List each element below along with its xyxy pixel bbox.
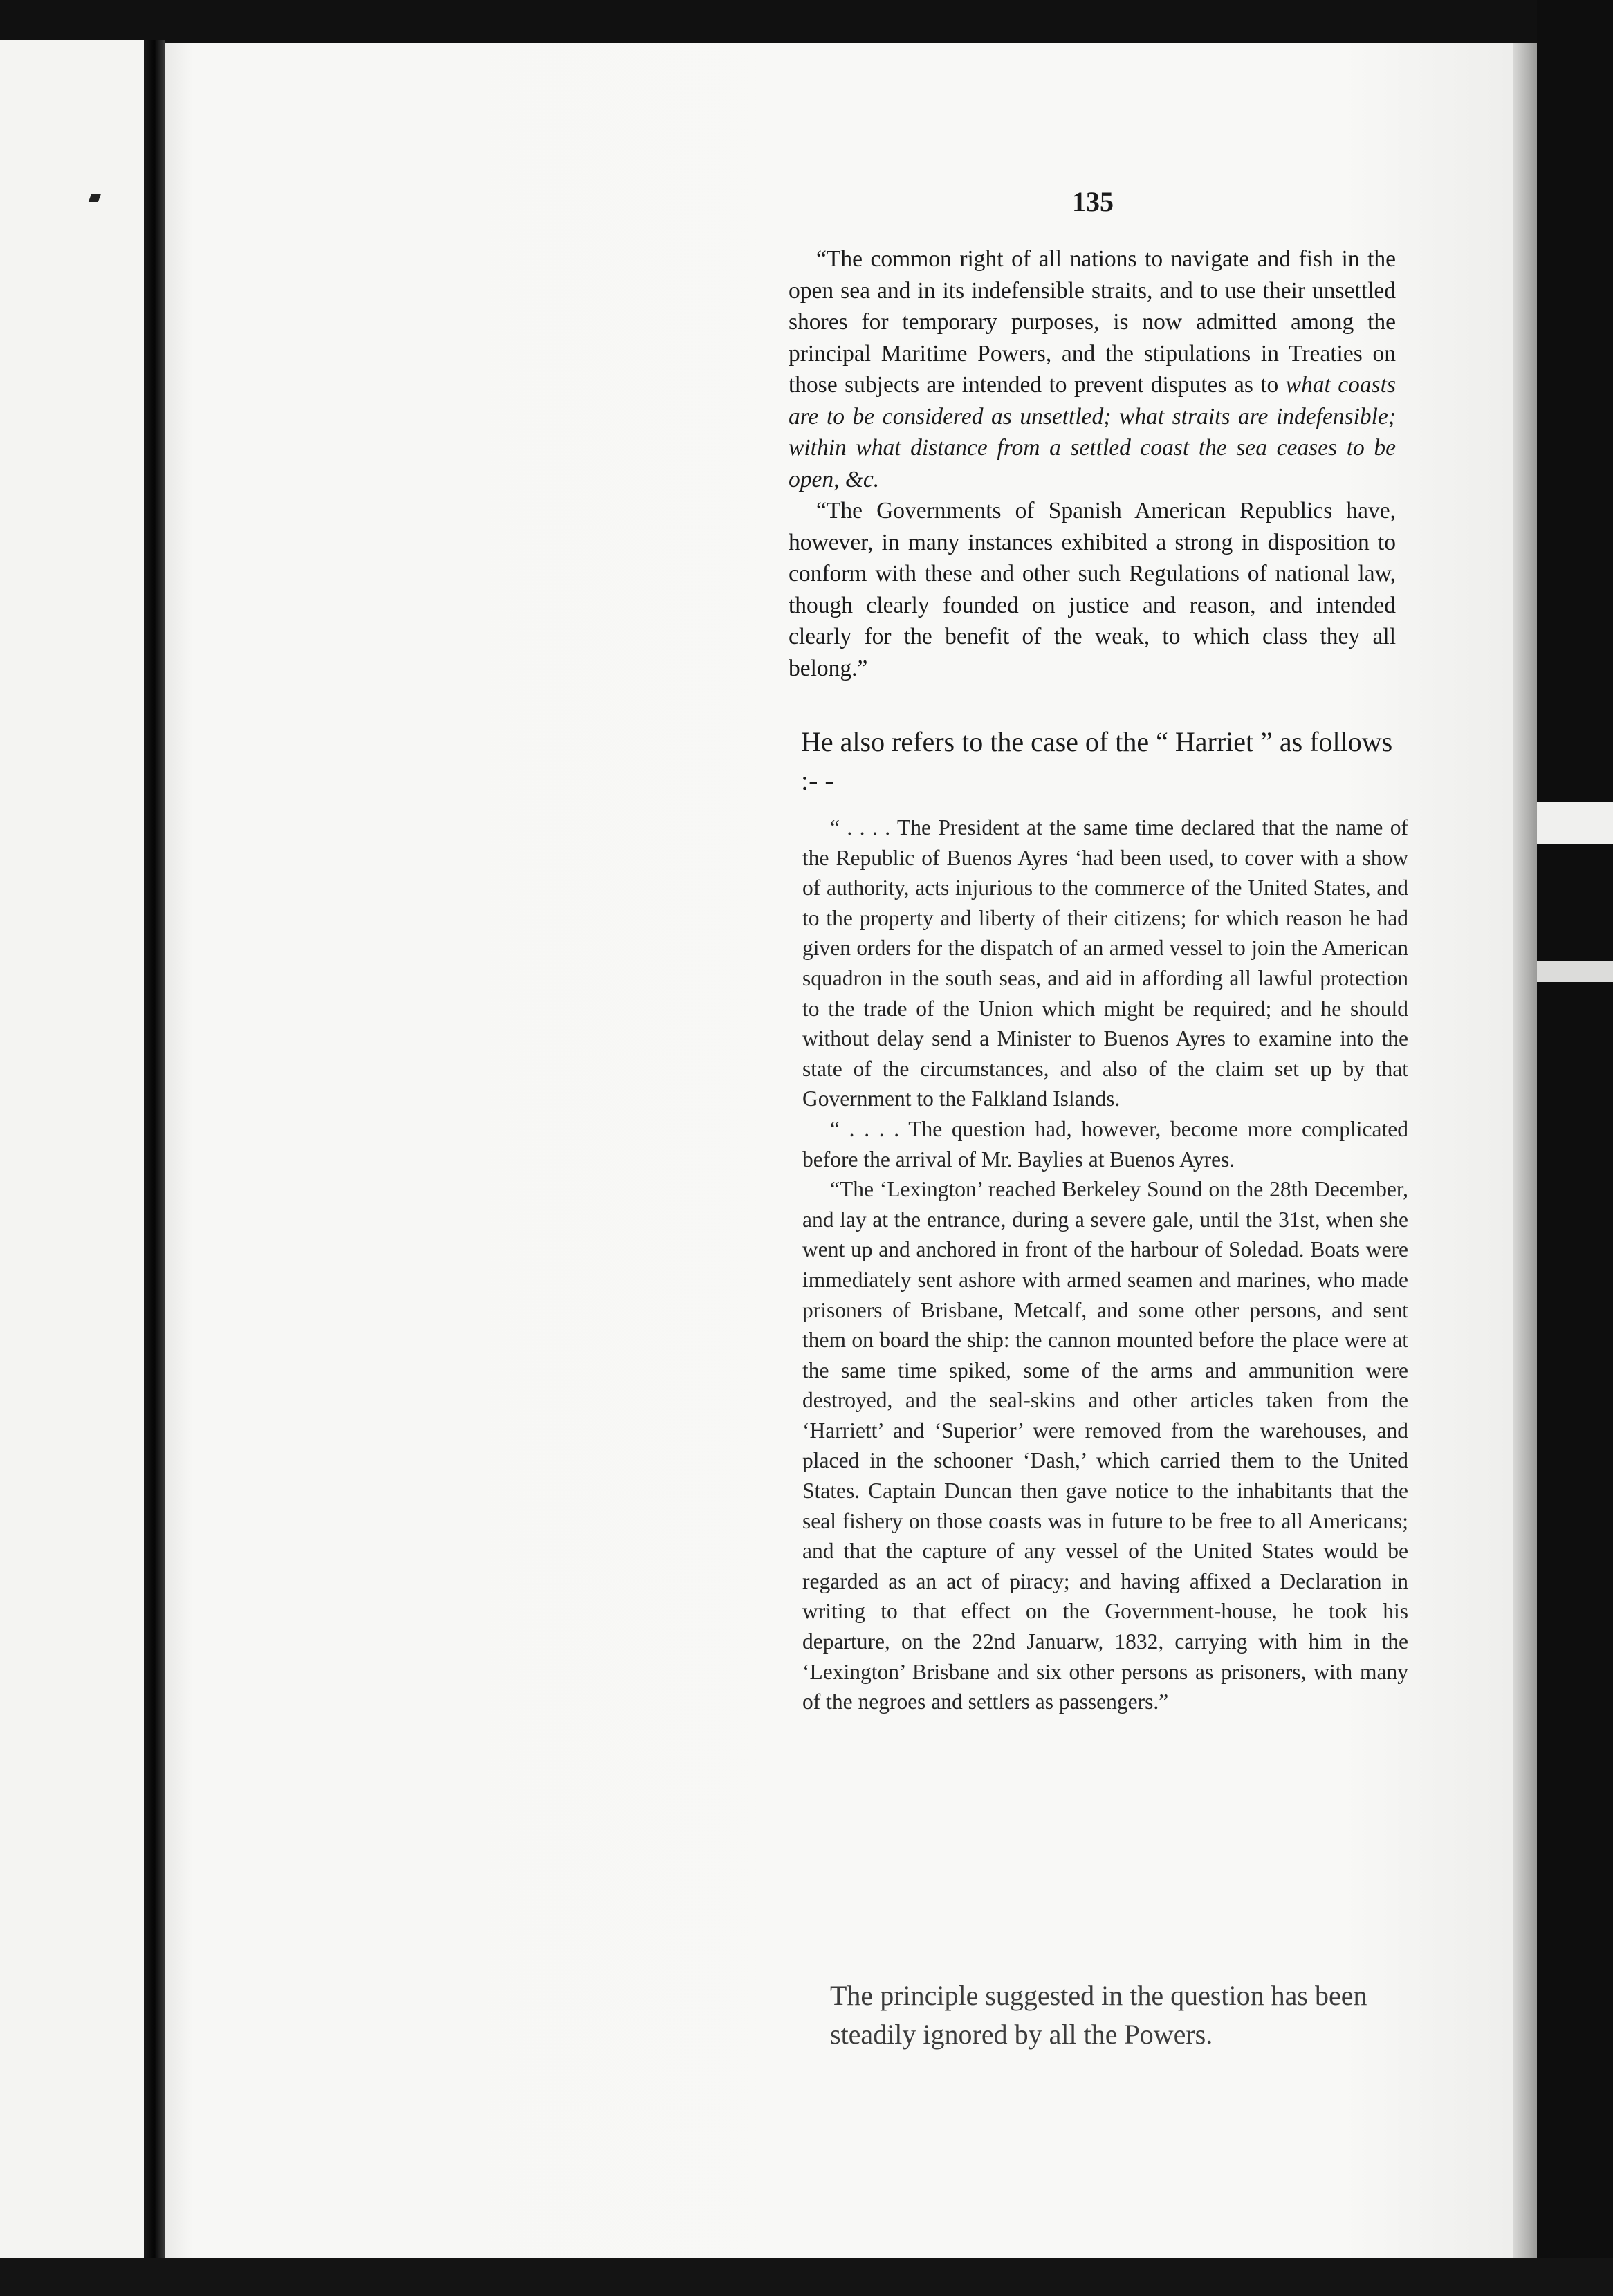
- right-border-page-notch: [1537, 961, 1613, 982]
- conclusion-paragraph: The principle suggested in the question has been steadily ignored by all the Powers.: [830, 1980, 1367, 2050]
- quote-paragraph: “ . . . . The President at the same time declared that the name of the Republic of Buenos Ayres ‘had been used, to cover with a show of authority, acts injurious to the commerce of the United States, and to the property and liberty of their citizens; for which reason he had given orders for the dispatch of an armed vessel to join the American squadron in the south seas, and aid in affording all lawful protection to the trade of the Union which might be required; and he should without delay send a Minister to Buenos Ayres to examine into the state of the circumstances, and also of the claim set up by that Government to the Falkland Islands.: [802, 815, 1408, 1111]
- scan-top-border: [0, 0, 1613, 48]
- quote-maritime-rights: [789, 243, 1396, 684]
- page-number: 135: [1072, 186, 1114, 217]
- quote-harriet-case: [802, 813, 1408, 1717]
- quote-paragraph-text: “The Governments of Spanish American Republics have, however, in many instances exhibited a strong in disposition to conform with these and other such Regulations of national law, though clearly founded on justice and reason, and intended clearly for the benefit of the weak, to which class they all belong.”: [789, 498, 1396, 681]
- book-gutter: [144, 40, 165, 2260]
- left-page-edge: [0, 40, 144, 2260]
- quote-italic-text: what coasts are to be considered as unsettled; what straits are indefensible; within what distance from a settled coast the sea ceases to be open, &c.: [789, 372, 1396, 492]
- quote-paragraph: “ . . . . The question had, however, become more complicated before the arrival of Mr. Baylies at Buenos Ayres.: [802, 1116, 1408, 1172]
- right-border-page-notch: [1537, 802, 1613, 844]
- page-right-edge: [1513, 43, 1537, 2259]
- intro-paragraph: He also refers to the case of the “ Harriet ” as follows :- -: [801, 726, 1393, 796]
- quote-paragraph: [789, 243, 1396, 495]
- quote-paragraph: [789, 495, 1396, 684]
- quote-paragraph-text: “The common right of all nations to navigate and fish in the open sea and in its indefensible straits, and to use their unsettled shores for temporary purposes, is now admitted among the principal Maritime Powers, and the stipulations in Treaties on those subjects are intended to prevent disputes as to what coasts are to be considered as unsettled; what straits are indefensible; within what distance from a settled coast the sea ceases to be open, &c.: [789, 246, 1396, 492]
- scan-right-border: [1537, 0, 1613, 2296]
- scan-bottom-border: [0, 2258, 1613, 2296]
- quote-paragraph: “The ‘Lexington’ reached Berkeley Sound on the 28th December, and lay at the entrance, during a severe gale, until the 31st, when she went up and anchored in front of the harbour of Soledad. Boats were immediately sent ashore with armed seamen and marines, who made prisoners of Brisbane, Metcalf, and some other persons, and sent them on board the ship: the cannon mounted before the place were at the same time spiked, some of the arms and ammunition were destroyed, and the seal-skins and other articles taken from the ‘Harriett’ and ‘Superior’ were removed from the warehouses, and placed in the schooner ‘Dash,’ which carried them to the United States. Captain Duncan then gave notice to the inhabitants that the seal fishery on those coasts was in future to be free to all Americans; and that the capture of any vessel of the United States would be regarded as an act of piracy; and having affixed a Declaration in writing to that effect on the Government-house, he took his departure, on the 22nd Januarw, 1832, carrying with him in the ‘Lexington’ Brisbane and six other persons as prisoners, with many of the negroes and settlers as passengers.”: [802, 1177, 1408, 1714]
